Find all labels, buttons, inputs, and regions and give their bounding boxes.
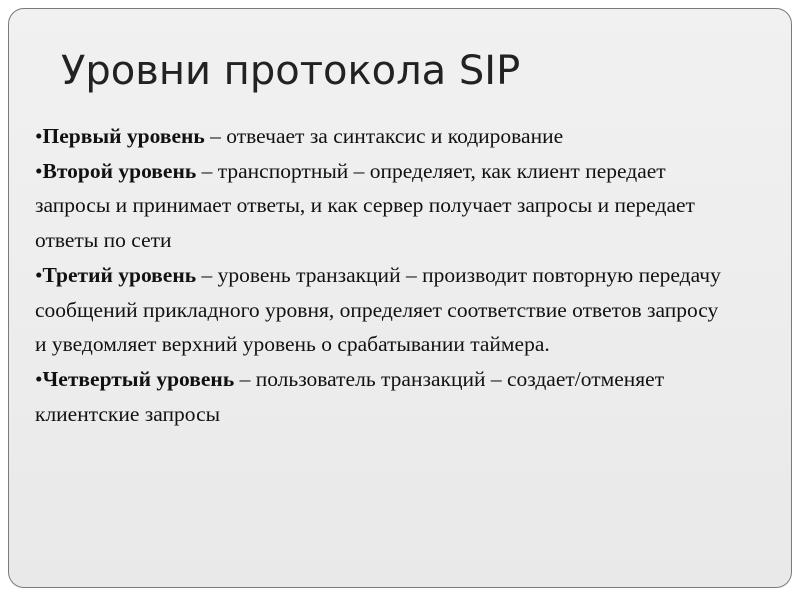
bullet-icon: • <box>35 124 43 148</box>
bullet-icon: • <box>35 158 43 183</box>
bullet-icon: • <box>35 366 43 391</box>
content-panel <box>8 8 792 588</box>
level-2-description: – транспортный – определяет, как клиент передает запросы и принимает ответы, и как сервер получает запросы и передает ответы по сети <box>35 158 695 253</box>
level-1-term: Первый уровень <box>42 124 205 148</box>
bullet-list <box>35 119 735 431</box>
slide-title: Уровни протокола SIP <box>61 48 521 94</box>
level-3-description: – уровень транзакций – производит повторную передачу сообщений прикладного уровня, определяет соответствие ответов запросу и уведомляет верхний уровень о срабатывании таймера. <box>35 262 721 357</box>
bullet-icon: • <box>35 262 43 287</box>
list-item-level-4 <box>35 362 735 431</box>
level-2-term: Второй уровень <box>42 158 197 183</box>
list-item-level-3 <box>35 258 735 362</box>
list-item-level-1 <box>35 119 735 154</box>
level-1-description: – отвечает за синтаксис и кодирование <box>204 124 564 148</box>
level-4-term: Четвертый уровень <box>42 366 235 391</box>
level-3-term: Третий уровень <box>42 262 197 287</box>
level-4-description: – пользователь транзакций – создает/отменяет клиентские запросы <box>35 366 665 426</box>
list-item-level-2 <box>35 154 735 258</box>
